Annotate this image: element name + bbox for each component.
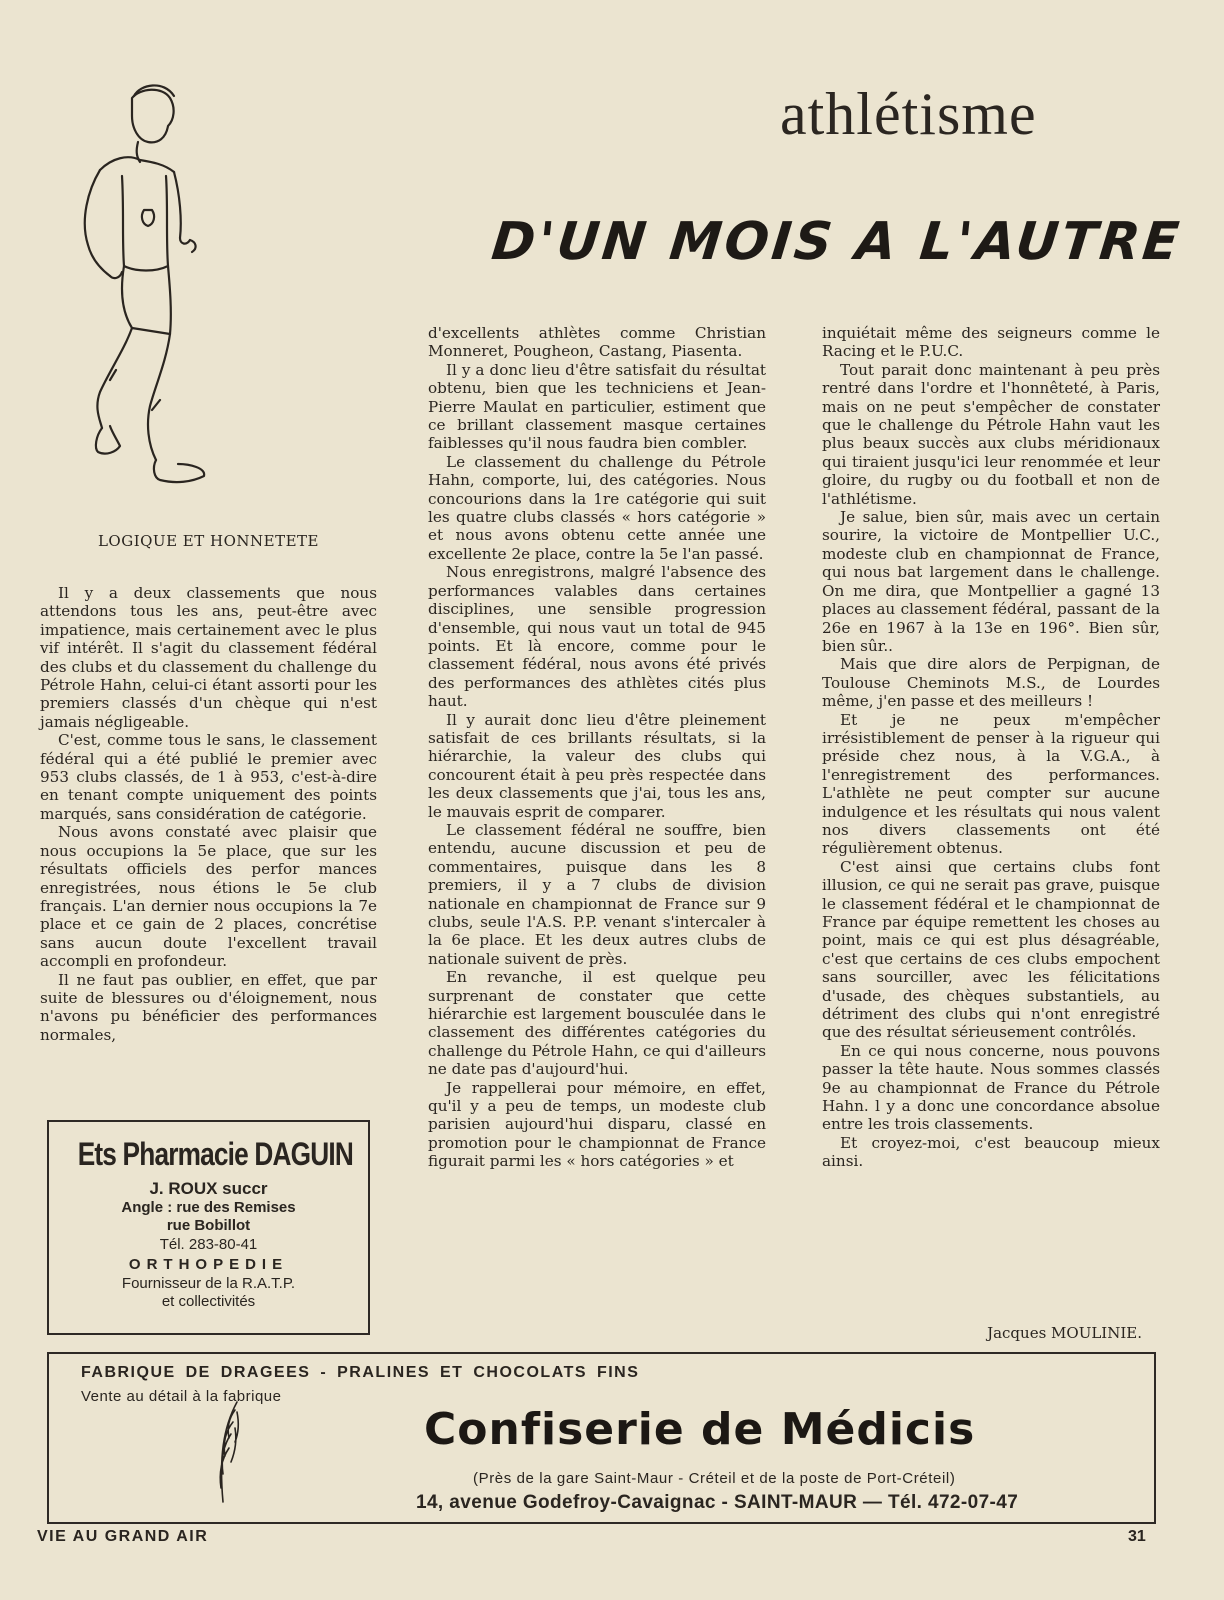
runner-illustration xyxy=(40,80,210,490)
paragraph: Nous avons constaté avec plaisir que nous occupions la 5e place, que sur les résultats officiels des perfor mances enregistrées, nous étions le 5e club français. L'an dernier nous occupions la 7e place et ce gain de 2 places, concrétise sans aucun doute l'excellent travail accompli en profondeur. xyxy=(40,823,377,971)
paragraph: d'excellents athlètes comme Christian Monneret, Pougheon, Castang, Piasenta. xyxy=(428,324,766,361)
paragraph: C'est ainsi que certains clubs font illusion, ce qui ne serait pas grave, puisque le classement fédéral et le championnat de France par équipe remettent les choses au point, mais ce qui est plus désagréable, c'est que certains de ces clubs empochent sans sourciller, avec les félicitations d'usade, des chèques substantiels, au détriment des clubs qui n'ont enregistré que des résultat sérieusement contrôlés. xyxy=(822,857,1160,1042)
paragraph: Et croyez-moi, c'est beaucoup mieux ainsi. xyxy=(822,1133,1160,1171)
pharmacy-address-line-2: rue Bobillot xyxy=(166,1217,251,1234)
paragraph: Je salue, bien sûr, mais avec un certain sourire, la victoire de Montpellier U.C., modeste club en championnat de France, qui nous bat largement dans le challenge. On me dira, que Montpellier a gagné 13 places au classement fédéral, passant de la 26e en 1967 à la 13e en 196°. Bien sûr, bien sûr.. xyxy=(822,508,1160,655)
pharmacy-successor: J. ROUX succr xyxy=(149,1179,268,1198)
confiserie-location-note: (Près de la gare Saint-Maur - Créteil et de la poste de Port-Créteil) xyxy=(473,1470,956,1487)
paragraph: Il y a donc lieu d'être satisfait du résultat obtenu, bien que les techniciens et Jean-Pierre Maulat en particulier, estiment que ce brillant classement masque certaines faiblesses qu'il nous faudra bien combler. xyxy=(428,360,766,453)
pharmacy-supplier-note: Fournisseur de la R.A.T.P. xyxy=(121,1275,296,1292)
paragraph: inquiétait même des seigneurs comme le Racing et le P.U.C. xyxy=(822,324,1160,361)
pharmacy-address-line-1: Angle : rue des Remises xyxy=(121,1199,296,1216)
confiserie-address: 14, avenue Godefroy-Cavaignac - SAINT-MAUR — Tél. 472-07-47 xyxy=(416,1492,1019,1513)
paragraph: Je rappellerai pour mémoire, en effet, qu'il y a peu de temps, un modeste club parisien aujourd'hui disparu, classé en promotion pour le championnat de France figurait parmi les « hors catégories » et xyxy=(428,1078,766,1171)
pharmacy-advertisement xyxy=(47,1120,370,1335)
paragraph: Le classement fédéral ne souffre, bien entendu, aucune discussion et peu de commentaires, puisque dans les 8 premiers, il y a 7 clubs de division nationale en championnat de France sur 9 clubs, seule l'A.S. P.P. venant s'intercaler à la 6e place. Et les deux autres clubs de nationale suivent de près. xyxy=(428,820,766,968)
pharmacy-name: Ets Pharmacie DAGUIN xyxy=(77,1136,353,1172)
confiserie-tagline: FABRIQUE DE DRAGEES - PRALINES ET CHOCOLATS FINS xyxy=(81,1364,640,1381)
paragraph: Il y a deux classements que nous attendons tous les ans, peut-être avec impatience, mais certainement avec le plus vif intérêt. Il s'agit du classement fédéral des clubs et du classement du challenge du Pétrole Hahn, celui-ci étant assorti pour les premiers classés d'un chèque qui n'est jamais négligeable. xyxy=(40,584,377,731)
section-title: athlétisme xyxy=(780,81,1037,147)
article-column-2 xyxy=(428,324,766,1171)
feather-icon xyxy=(209,1398,249,1508)
pharmacy-collectivities: et collectivités xyxy=(161,1293,256,1310)
page-number: 31 xyxy=(1128,1528,1146,1545)
paragraph: En ce qui nous concerne, nous pouvons passer la tête haute. Nous sommes classés 9e au championnat de France du Pétrole Hahn. l y a donc une concordance absolue entre les trois classements. xyxy=(822,1041,1160,1134)
paragraph: Il y aurait donc lieu d'être pleinement satisfait de ces brillants résultats, si la hiérarchie, la valeur des clubs qui concourent était à peu près respectée dans les deux classements que j'ai, tous les ans, le mauvais esprit de comparer. xyxy=(428,710,766,821)
confiserie-brand: Confiserie de Médicis xyxy=(424,1404,976,1455)
pharmacy-phone: Tél. 283-80-41 xyxy=(159,1236,258,1253)
paragraph: Et je ne peux m'empêcher irrésistiblement de penser à la rigueur qui préside chez nous, à la V.G.A., à l'enregistrement des performances. L'athlète ne peut compter sur aucune indulgence et les résultats qui nous valent nos divers classements ont été régulièrement obtenus. xyxy=(822,710,1160,858)
pharmacy-specialty: ORTHOPEDIE xyxy=(128,1256,289,1273)
article-column-1 xyxy=(40,584,377,1044)
author-signature: Jacques MOULINIE. xyxy=(987,1324,1142,1342)
confiserie-retail-note: Vente au détail à la fabrique xyxy=(81,1388,282,1405)
paragraph: Le classement du challenge du Pétrole Hahn, comporte, lui, des catégories. Nous concourions dans la 1re catégorie qui suit les quatre clubs classés « hors catégorie » et nous avons obtenu cette année une excellente 2e place, contre la 5e l'an passé. xyxy=(428,452,766,563)
paragraph: C'est, comme tous le sans, le classement fédéral qui a été publié le premier avec 953 clubs classés, de 1 à 953, c'est-à-dire en tenant compte uniquement des points marqués, sans considération de catégorie. xyxy=(40,731,377,823)
paragraph: Mais que dire alors de Perpignan, de Toulouse Cheminots M.S., de Lourdes même, j'en passe et des meilleurs ! xyxy=(822,655,1160,711)
paragraph: Nous enregistrons, malgré l'absence des performances valables dans certaines disciplines, une sensible progression d'ensemble, qui nous vaut un total de 945 points. Et là encore, comme pour le classement fédéral, nous avons été privés des performances des athlètes cités plus haut. xyxy=(428,563,766,711)
article-subhead: LOGIQUE ET HONNETETE xyxy=(97,532,320,550)
confiserie-advertisement xyxy=(47,1352,1156,1524)
article-column-3 xyxy=(822,324,1160,1171)
paragraph: Tout parait donc maintenant à peu près rentré dans l'ordre et l'honnêteté, à Paris, mais on ne peut s'empêcher de constater que le challenge du Pétrole Hahn vaut les plus beaux succès aux clubs méridionaux qui tiraient jusqu'ici leur renommée et leur gloire, du rugby ou du football et non de l'athlétisme. xyxy=(822,360,1160,508)
magazine-name: VIE AU GRAND AIR xyxy=(37,1528,209,1545)
paragraph: En revanche, il est quelque peu surprenant de constater que cette hiérarchie est largement bousculée dans le classement des différentes catégories du challenge du Pétrole Hahn, ce qui d'ailleurs ne date pas d'aujourd'hui. xyxy=(428,968,766,1079)
article-headline: D'UN MOIS A L'AUTRE xyxy=(488,212,1185,272)
paragraph: Il ne faut pas oublier, en effet, que par suite de blessures ou d'éloignement, nous n'avons pu bénéficier des performances normales, xyxy=(40,970,377,1044)
